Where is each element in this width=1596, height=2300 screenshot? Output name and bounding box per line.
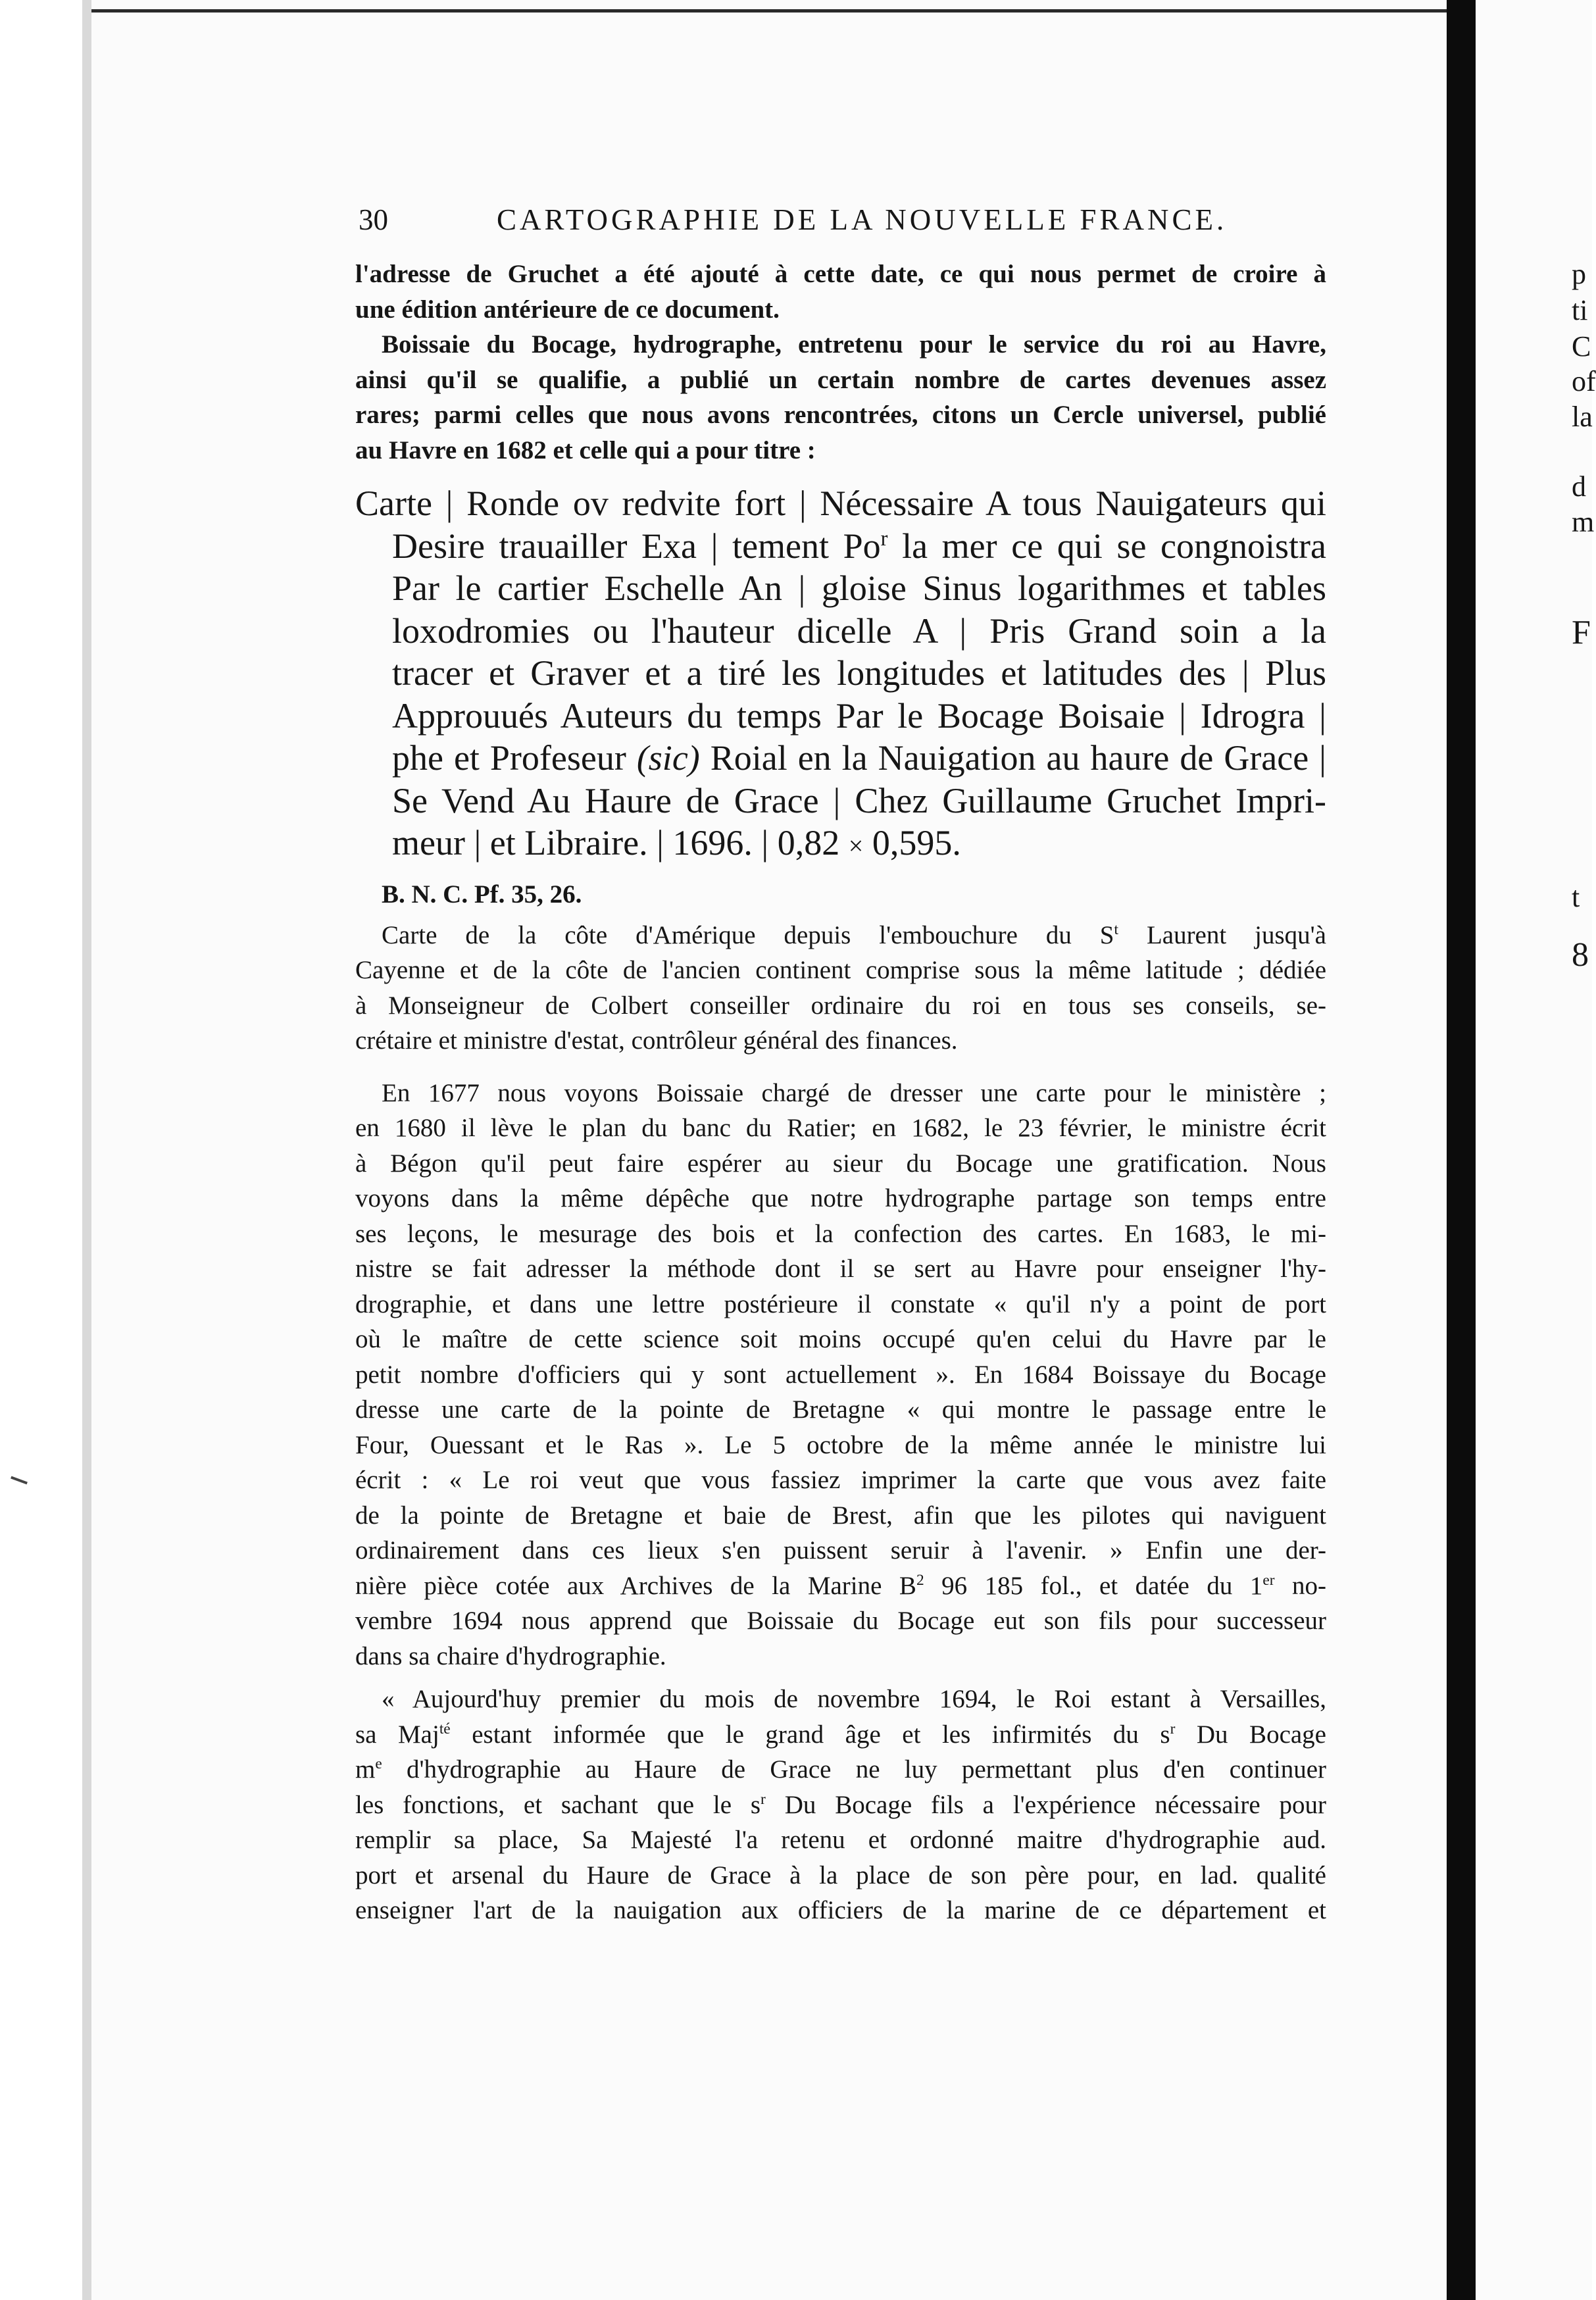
text-line: drographie, et dans une lettre postérieure il constate « qu'il n'y a point de port (355, 1289, 1326, 1318)
text-line: nistre se fait adresser la méthode dont il se sert au Havre pour enseigner l'hy- (355, 1255, 1326, 1283)
text-line: à Monseigneur de Colbert conseiller ordinaire du roi en tous ses conseils, se- (355, 991, 1326, 1020)
title-line: Desire trauailler Exa | tement Po$^r$ la mer ce qui se congnoistra (392, 526, 1326, 566)
paragraph (355, 918, 1326, 953)
fragment-text: m (1572, 506, 1595, 538)
text-line: petit nombre d'officiers qui y sont actuellement ». En 1684 Boissaye du Bocage (355, 1360, 1326, 1389)
title-line: phe et Profeseur (sic) Roial en la Nauigation au haure de Grace | (392, 738, 1326, 778)
fragment-text: d (1572, 470, 1586, 503)
text-line: les fonctions, et sachant que le $s^r$ Du Bocage fils a l'expérience nécessaire pour (355, 1790, 1326, 1819)
title-line: Carte | Ronde ov redvite fort | Nécessaire A tous Nauigateurs qui (355, 484, 1326, 523)
text-line: $m^e$ d'hydrographie au Haure de Grace ne luy permettant plus d'en continuer (355, 1755, 1326, 1784)
fragment-text: C (1572, 330, 1591, 362)
paragraph (355, 1111, 1326, 1674)
text-line: En 1677 nous voyons Boissaie chargé de dresser une carte pour le ministère ; (382, 1078, 1326, 1107)
paragraph (355, 1682, 1326, 1717)
fragment-text: of (1572, 365, 1596, 397)
text-line: « Aujourd'huy premier du mois de novembre 1694, le Roi estant à Versailles, (382, 1685, 1326, 1713)
fragment-text: t (1572, 881, 1580, 913)
text-line: où le maître de cette science soit moins occupé qu'en celui du Havre par le (355, 1325, 1326, 1353)
title-line: Se Vend Au Haure de Grace | Chez Guillaume Gruchet Impri- (392, 780, 1326, 820)
fragment-text: F (1572, 614, 1591, 651)
reference-citation: B. N. C. Pf. 35, 26. (382, 880, 582, 909)
text-line: de la pointe de Bretagne et baie de Brest, afin que les pilotes qui naviguent (355, 1501, 1326, 1530)
text-line: à Bégon qu'il peut faire espérer au sieur du Bocage une gratification. Nous (355, 1149, 1326, 1178)
paragraph (355, 953, 1326, 1059)
text-line: ainsi qu'il se qualifie, a publié un certain nombre de cartes devenues assez (355, 365, 1326, 394)
text-line: Cayenne et de la côte de l'ancien continent comprise sous la même latitude ; dédiée (355, 956, 1326, 984)
paragraph (355, 257, 1326, 327)
text-line: en 1680 il lève le plan du banc du Ratier; en 1682, le 23 février, le ministre écrit (355, 1114, 1326, 1142)
text-line: au Havre en 1682 et celle qui a pour titre : (355, 436, 816, 464)
text-line: rares; parmi celles que nous avons rencontrées, citons un Cercle universel, publié (355, 401, 1326, 429)
title-line: Approuués Auteurs du temps Par le Bocage Boisaie | Idrogra | (392, 695, 1326, 736)
page-edge (82, 0, 91, 2300)
text-line: l'adresse de Gruchet a été ajouté à cette date, ce qui nous permet de croire à (355, 260, 1326, 288)
fragment-text: ti (1572, 294, 1588, 326)
running-title: CARTOGRAPHIE DE LA NOUVELLE FRANCE. (497, 203, 1228, 236)
paragraph (355, 362, 1326, 468)
page-number: 30 (359, 203, 388, 236)
running-header (359, 203, 1326, 237)
text-line: Carte de la côte d'Amérique depuis l'embouchure du $S^t$ Laurent jusqu'à (382, 920, 1326, 949)
text-line: vembre 1694 nous apprend que Boissaie du Bocage eut son fils pour successeur (355, 1607, 1326, 1635)
text-line: ordinairement dans ces lieux s'en puissent seruir à l'avenir. » Enfin une der- (355, 1536, 1326, 1564)
text-line: écrit : « Le roi veut que vous fassiez imprimer la carte que vous avez faite (355, 1466, 1326, 1494)
fragment-text: la (1572, 401, 1593, 433)
adjacent-page-fragment (1476, 0, 1596, 2300)
text-line: enseigner l'art de la nauigation aux officiers de la marine de ce département et (355, 1896, 1326, 1924)
paragraph (355, 1076, 1326, 1111)
map-title-block (355, 482, 1326, 868)
body-text (355, 257, 1326, 1928)
paragraph (355, 1717, 1326, 1928)
text-line: dans sa chaire d'hydrographie. (355, 1641, 666, 1670)
paragraph (355, 327, 1326, 362)
text-line: Boissaie du Bocage, hydrographe, entretenu pour le service du roi au Havre, (382, 330, 1326, 359)
title-line: Par le cartier Eschelle An | gloise Sinus logarithmes et tables (392, 568, 1326, 608)
scan-margin (0, 0, 82, 2300)
top-edge-line (91, 9, 1447, 12)
text-line: Four, Ouessant et le Ras ». Le 5 octobre de la même année le ministre lui (355, 1430, 1326, 1459)
text-line: remplir sa place, Sa Majesté l'a retenu et ordonné maitre d'hydrographie aud. (355, 1826, 1326, 1854)
fragment-text: 8 (1572, 936, 1589, 974)
text-line: une édition antérieure de ce document. (355, 295, 780, 324)
text-line: dresse une carte de la pointe de Bretagne « qui montre le passage entre le (355, 1395, 1326, 1424)
text-line: voyons dans la même dépêche que notre hydrographe partage son temps entre (355, 1184, 1326, 1212)
text-line: nière pièce cotée aux Archives de la Marine $B^2$ 96 185 fol., et datée du 1er no- (355, 1571, 1326, 1600)
fragment-text: p (1572, 258, 1586, 290)
text-line: port et arsenal du Haure de Grace à la place de son père pour, en lad. qualité (355, 1861, 1326, 1889)
title-line: tracer et Graver et a tiré les longitudes et latitudes des | Plus (392, 653, 1326, 693)
title-line: loxodromies ou l'hauteur dicelle A | Pris Grand soin a la (392, 611, 1326, 651)
text-line: crétaire et ministre d'estat, contrôleur général des finances. (355, 1026, 958, 1055)
text-line: sa Maj$^{té}$ estant informée que le grand âge et les infirmités du $s^r$ Du Bocage (355, 1720, 1326, 1749)
book-gutter (1447, 0, 1476, 2300)
text-line: ses leçons, le mesurage des bois et la confection des cartes. En 1683, le mi- (355, 1219, 1326, 1248)
title-line: meur | et Libraire. | 1696. | 0,82 × 0,595. (392, 823, 961, 863)
